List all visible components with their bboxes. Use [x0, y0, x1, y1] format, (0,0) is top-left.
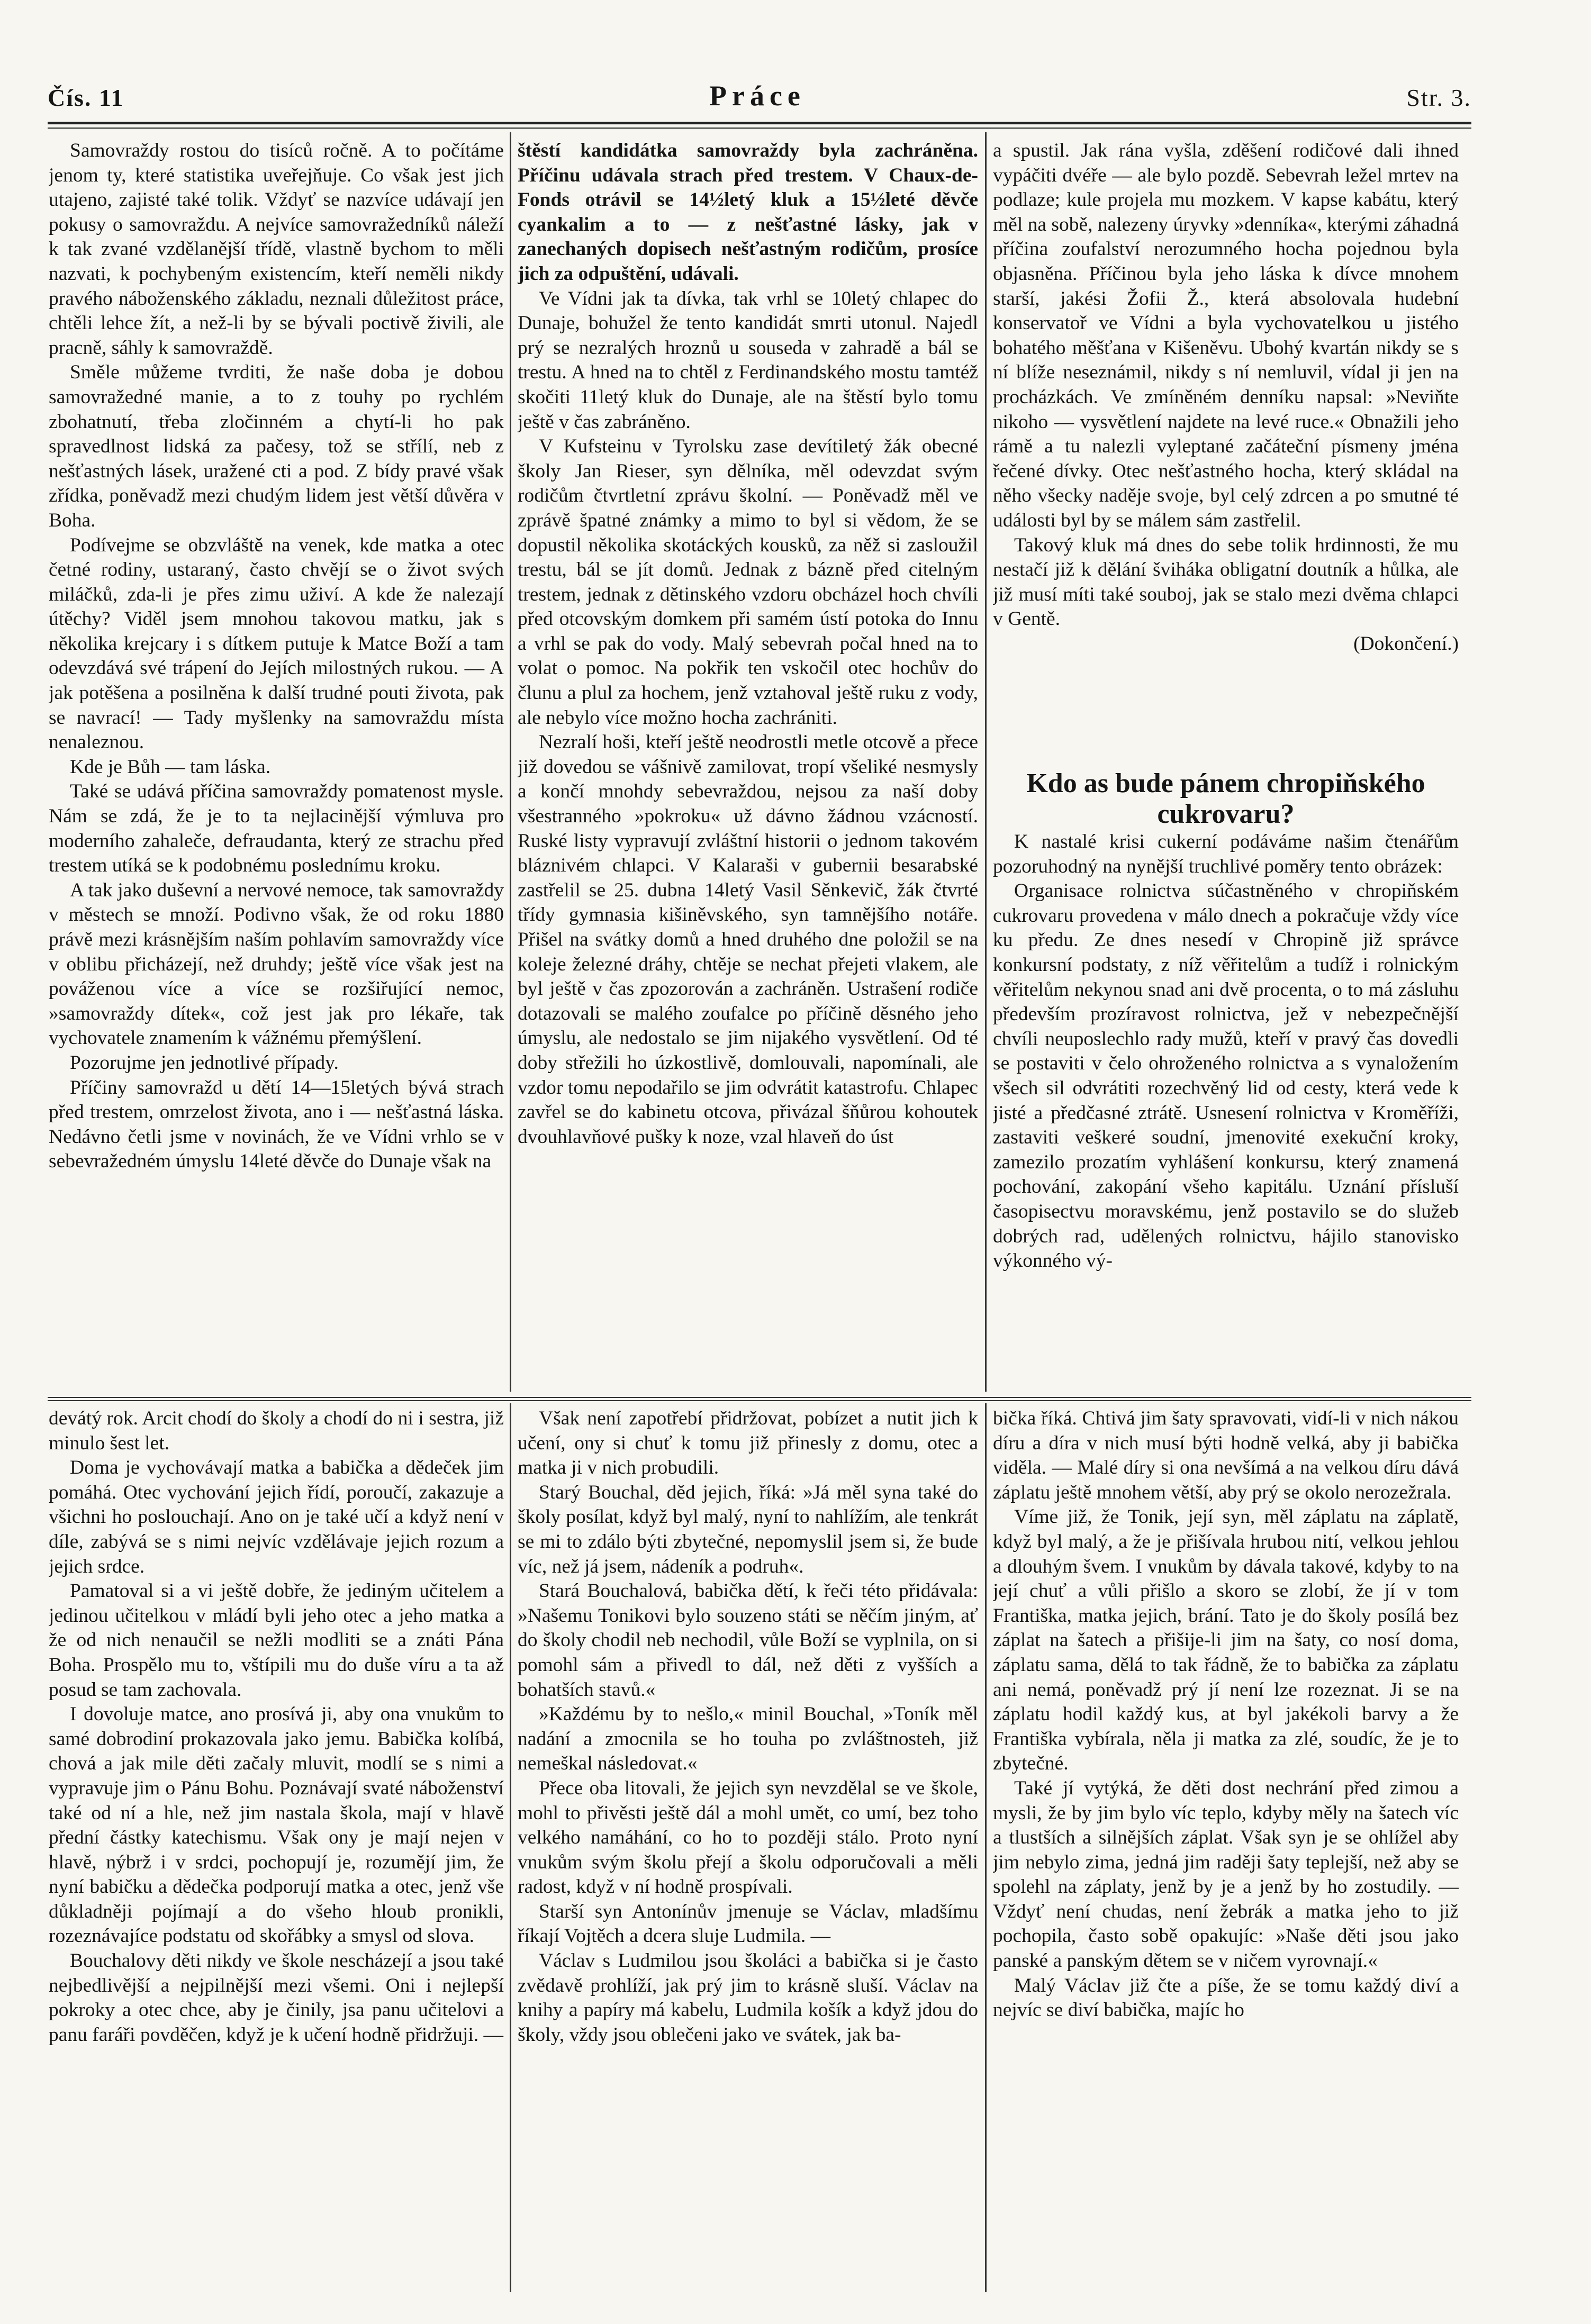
paragraph: Směle můžeme tvrditi, že naše doba je dobou samovražedné manie, a to z touhy po rychlém zbohatnutí, třeba zločinném a chytí-li ho pak spravedlnost lidská za pačesy, tož se střílí, neb z nešťastných lásek, uražené cti a pod. Z bídy pravé však zřídka, poněvadž mezi chudým lidem jest větší důvěra v Boha. [49, 361, 504, 531]
paragraph: Starý Bouchal, děd jejich, říká: »Já měl syna také do školy posílat, když byl malý, nyní to nahlížím, ale tenkrát se mi to zdálo býti zbytečné, nepomyslil jsem si, že bude víc, než já jsem, nádeník a podruh«. [518, 1481, 978, 1577]
column-divider [510, 132, 511, 1392]
paragraph: Bouchalovy děti nikdy ve škole nescházejí a jsou také nejbedlivější a nejpilnější mezi všemi. Oni i nejlepší pokroky a otec chce, aby je činily, jsa panu učitelovi a panu faráři povděčen, když je k učení hodně přidržuji. — [49, 1950, 504, 2046]
paragraph: Stará Bouchalová, babička dětí, k řeči této přidávala: »Našemu Tonikovi bylo souzeno státi se něčím jiným, ať do školy chodil neb nechodil, vůle Boží se vyplnila, on si pomohl sám a přivedl to dál, než děti z vyšších a bohatších stavů.« [518, 1580, 978, 1701]
paragraph: Kde je Bůh — tam láska. [70, 756, 271, 778]
paragraph: Také jí vytýká, že děti dost nechrání před zimou a mysli, že by jim bylo víc teplo, kdyby měly na šatech víc a tlustších a silnějších záplat. Však syn je se ohlížel aby jim nebylo zima, jedná jim raději šaty teplejší, než aby se spolehl na záplaty, jenž by je a jenž by ho zostudily. — Vždyť není chudas, není žebrák a matka jeho to již pochopila, často sobě opakujíc: »Naše děti jsou jako panské a panským dětem se v ničem vyrovnají.« [993, 1777, 1459, 1972]
paragraph: I dovoluje matce, ano prosívá ji, aby ona vnukům to samé dobrodiní prokazovala jako jemu. Babička kolíbá, chová a jak mile děti začaly mluvit, modlí se s nimi a vypravuje jim o Pánu Bohu. Poznávají svaté náboženství také od ní a hle, než jim nastala škola, mají v hlavě přední částky katechismu. Však ony je mají nejen v hlavě, nýbrž i v srdci, pochopují je, rozumějí jim, že nyní babičku a dědečka podporují matka a otec, jenž vše důkladněji pojímají a do všeho hloub pronikli, rozeznávajíce podstatu od skořábky a smysl od slova. [49, 1703, 504, 1947]
page-number: Str. 3. [1406, 84, 1471, 111]
page-header [48, 79, 1471, 122]
paragraph: V Kufsteinu v Tyrolsku zase devítiletý žák obecné školy Jan Rieser, syn dělníka, měl odevzdat svým rodičům čtvrtletní zprávu školní. — Poněvadž měl ve zprávě špatné známky a mimo to byl si vědom, že se dopustil několika skotáckých kousků, za něž si zasloužil trestu, bál se jít domů. Jednak z bázně před citelným trestem, jednak z dětinského vzdoru obcházel hoch chvíli před otcovským domkem při samém ústí potoka do Innu a vrhl se pak do vody. Malý sebevrah počal hned na to volat o pomoc. Na pokřik ten vskočil otec hochův do člunu a plul za hochem, jenž vztahoval ještě ruku z vody, ale nebylo více možno hocha zachrániti. [518, 435, 978, 729]
paragraph: Pamatoval si a vi ještě dobře, že jediným učitelem a jedinou učitelkou v mládí byli jeho otec a jeho matka a že od nich nenaučil se nežli modliti se a znáti Pána Boha. Prospělo mu to, vštípili mu do duše víru a ta až posud se tam zachovala. [49, 1580, 504, 1701]
paragraph: Takový kluk má dnes do sebe tolik hrdinnosti, že mu nestačí již k dělání šviháka obligatní doutník a hůlka, ale již musí míti také souboj, jak se stalo mezi dvěma chlapci v Gentě. [993, 534, 1459, 630]
paragraph: Ve Vídni jak ta dívka, tak vrhl se 10letý chlapec do Dunaje, bohužel že tento kandidát smrti utonul. Najedl prý se nezralých hroznů u souseda v zahradě a bál se trestu. A hned na to chtěl z Ferdinandského mostu tamtéž skočiti 11letý kluk do Dunaje, ale na štěstí bylo tomu ještě v čas zabráněno. [518, 287, 978, 433]
paragraph: »Každému by to nešlo,« minil Bouchal, »Toník měl nadání a zmocnila se ho touha po zvláštnosteh, již nemeškal následovat.« [518, 1703, 978, 1775]
column-divider [985, 132, 987, 1392]
lower-column-1 [49, 1406, 504, 2285]
column-divider [985, 1403, 987, 2292]
masthead-title: Práce [709, 80, 806, 112]
paragraph: K nastalé krisi cukerní podáváme našim čtenářům pozoruhodný na nynější truchlivé poměry tento obrázek: [993, 831, 1459, 877]
upper-column-3 [993, 139, 1459, 765]
continuation-note: (Dokončení.) [1353, 632, 1459, 655]
paragraph: štěstí kandidátka samovraždy byla zachráněna. Příčinu udávala strach před trestem. V Chaux-de-Fonds otrávil se 14½letý kluk a 15½leté děvče cyankalim a to — z nešťastné lásky, jak v zanechaných dopisech nešťastným rodičům, prosíce jich za odpuštění, udávali. [518, 140, 978, 285]
article-block [993, 768, 1459, 1387]
paragraph: Nezralí hoši, kteří ještě neodrostli metle otcově a přece již dovedou se vášnivě zamilovat, tropí všeliké nesmysly a končí mnohdy sebevraždou, nejsou za naší doby všestranného »pokroku« už dávno žádnou vzácností. Ruské listy vypravují zvláštní historii o jednom takovém bláznivém chlapci. V Kalaraši v gubernii besarabské zastřelil se 25. dubna 14letý Vasil Sěnkevič, žák čtvrté třídy gymnasia kišiněvského, syn tamnějšího notáře. Přišel na svátky domů a hned druhého dne položil se na koleje železné dráhy, chtěje se nechat přejeti vlakem, ale byl ještě v čas zpozorován a zachráněn. Ustrašení rodiče dotazovali se malého zoufalce po příčině děsného jeho úmyslu, ale nedostalo se jim nijakého vysvětlení. Od té doby střežili ho úzkostlivě, domlouvali, napomínali, ale vzdor tomu nepodařilo se jim odvrátit katastrofu. Chlapec zavřel se do kabinetu otcova, přivázal šňůrou kohoutek dvouhlavňové pušky k noze, vzal hlaveň do úst [518, 731, 978, 1148]
upper-column-1 [49, 139, 504, 1387]
header-rule [48, 122, 1471, 129]
paragraph: Doma je vychovávají matka a babička a dědeček jim pomáhá. Otec vychování jejich řídí, poroučí, zakazuje a všichni ho poslouchají. Ano on je také učí a když není v díle, zabývá se s nimi nejvíc vzdělávaje jejich rozum a jejich srdce. [49, 1457, 504, 1577]
upper-column-2 [518, 139, 978, 1387]
paragraph: Také se udává příčina samovraždy pomatenost mysle. Nám se zdá, že je to ta nejlacinější výmluva pro moderního zahaleče, defraudanta, který ze strachu před trestem utíká se k podobnému poslednímu kroku. [49, 780, 504, 877]
paragraph: devátý rok. Arcit chodí do školy a chodí do ni i sestra, již minulo šest let. [49, 1408, 504, 1454]
paragraph: A tak jako duševní a nervové nemoce, tak samovraždy v městech se množí. Podivno však, že od roku 1880 právě mezi krásnějším naším pohlavím samovraždy více v oblibu přicházejí, než druhdy; ještě více však jest na pováženou více a více se rozšiřující nemoc, »samovraždy dítek«, což jest jak pro lékaře, tak vychovatele znamením k vážnému přemýšlení. [49, 879, 504, 1049]
lower-column-2 [518, 1406, 978, 2285]
paragraph: Organisace rolnictva súčastněného v chropiňském cukrovaru provedena v málo dnech a pokračuje vždy více ku předu. Ze dnes nesedí v Chropině již správce konkursní podstaty, z níž věřitelům a tudíž i rolnickým věřitelům nekynou snad ani dvě procenta, o to má zásluhu především prozíravost rolnictva, jež v nebezpečnější chvíli neuposlechlo rady mužů, kteří v pravý čas dovedli se postaviti v čelo ohroženého rolnictva a s vynaložením všech sil odvrátiti rozechvěný lid od cesty, která vede k jisté a předčasné ztrátě. Usnesení rolnictva v Kroměříži, zastaviti veškeré soudní, jmenovité exekuční kroky, zamezilo prozatím vyhlášení konkursu, který znamená pochování, zakopání všeho kapitálu. Uznání přísluší časopisectvu moravskému, jenž postavilo se do služeb dobrých rad, udělených rolnictvu, hájilo stanovisko výkonného vý- [993, 880, 1459, 1272]
paragraph: Však není zapotřebí přidržovat, pobízet a nutit jich k učení, ony si chuť k tomu již přinesly z domu, otec a matka ji v nich probudili. [518, 1408, 978, 1479]
paragraph: Přece oba litovali, že jejich syn nevzdělal se ve škole, mohl to přivěsti ještě dál a mohl umět, co umí, bez toho velkého namáhání, co ho to později stálo. Proto nyní vnukům svým školu přejí a školu odporučovali a měli radost, když v ní hodně prospívali. [518, 1777, 978, 1898]
paragraph: Starší syn Antonínův jmenuje se Václav, mladšímu říkají Vojtěch a dcera sluje Ludmila. — [518, 1900, 978, 1947]
paragraph: Malý Václav již čte a píše, že se tomu každý diví a nejvíc se diví babička, majíc ho [993, 1974, 1459, 2021]
paragraph: Víme již, že Tonik, její syn, měl záplatu na záplatě, když byl malý, a že je přišívala hrubou nití, velkou jehlou a dlouhým švem. I vnukům by dávala takové, kdyby to na její chuť a vůli přišlo a skoro se zlobí, že jí v tom Františka, matka jejich, brání. Tato je do školy posílá bez záplat na šatech a přišije-li jim na šaty, co nosí doma, záplatu sama, dělá to tak řádně, že to babička za záplatu ani nemá, poněvadž prý jí není lze rozeznat. Ji se na záplatu hodil každý kus, at byl jakékoli barvy a že Františka vybírala, něla ji matka za zlé, soudíc, že je to zbytečné. [993, 1506, 1459, 1775]
paragraph: bička říká. Chtivá jim šaty spravovati, vidí-li v nich nákou díru a díra v nich musí býti hodně velká, aby ji babička viděla. — Malé díry si ona nevšímá a na velkou díru dává záplatu ještě mnohem větší, aby prý se okolo nerozežrala. [993, 1408, 1459, 1503]
paragraph: Václav s Ludmilou jsou školáci a babička si je často zvědavě prohlíží, jak prý jim to krásně sluší. Václav na knihy a papíry má kabelu, Ludmila košík a když jdou do školy, vždy jsou oblečeni jako ve svátek, jak ba- [518, 1950, 978, 2046]
column-divider [510, 1403, 511, 2292]
article-headline: Kdo as bude pánem chropiňského cukrovaru? [1026, 768, 1425, 829]
paragraph: a spustil. Jak rána vyšla, zděšení rodičové dali ihned vypáčiti dvéře — ale bylo pozdě. Sebevrah ležel mrtev na podlaze; kule projela mu mozkem. V kapse kabátu, který měl na sobě, nalezeny úryvky »denníka«, kterými záhadná příčina zoufalství nerozumného hocha pojednou byla objasněna. Příčinou byla jeho láska k dívce mnohem starší, jakési Žofii Ž., která absolovala hudební konservatoř ve Vídni a byla vychovatelkou u jistého bohatého měšťana v Kišeněvu. Ubohý kvartán nikdy se s ní blíže neseznámil, nikdy s ní nemluvil, vídal ji jen na procházkách. Ve zmíněném denníku napsal: »Neviňte nikoho — vysvětlení najdete na levé ruce.« Obnažili jeho rámě a tu nalezli vyleptané začáteční písmeny jména řečené dívky. Otec nešťastného hocha, který skládal na něho všecky naděje svoje, byl celý zdrcen a po smutné té události byl by se málem sám zastřelil. [993, 140, 1459, 531]
lower-column-3 [993, 1406, 1459, 2285]
paragraph: Podívejme se obzvláště na venek, kde matka a otec četné rodiny, ustaraný, často chvějí se o život svých miláčků, zda-li je přes zimu uživí. A kde že nalezají útěchy? Viděl jsem mnohou takovou matku, jak s několika krejcary i s dítkem putuje k Matce Boží a tam odevzdává své trápení do Jejích milostných rukou. — A jak potěšena a posilněna k další trudné pouti života, pak se navrací! — Tady myšlenky na samovraždu místa nenaleznou. [49, 534, 504, 754]
paragraph: Příčiny samovražd u dětí 14—15letých bývá strach před trestem, omrzelost života, ano i — nešťastná láska. Nedávno četli jsme v novinách, že ve Vídni vrhlo se v sebevražedném úmyslu 14leté děvče do Dunaje však na [49, 1076, 504, 1173]
section-divider [48, 1397, 1471, 1401]
issue-number: Čís. 11 [48, 84, 124, 111]
paragraph: Pozorujme jen jednotlivé případy. [70, 1051, 339, 1074]
paragraph: Samovraždy rostou do tisíců ročně. A to počítáme jenom ty, které statistika uveřejňuje. Co však jest jich utajeno, zajisté také tolik. Vždyť se nazvíce udávají jen pokusy o samovraždu. A nejvíce samovražedníků náleží k tak zvané vzdělanější třídě, vlastně bychom to měli nazvati, k pochybeným existencím, kteří neměli nikdy pravého náboženského základu, neznali důležitost práce, chtěli lehce žít, a než-li by se bývali poctivě živili, ale pracně, sáhly k samovraždě. [49, 140, 504, 359]
